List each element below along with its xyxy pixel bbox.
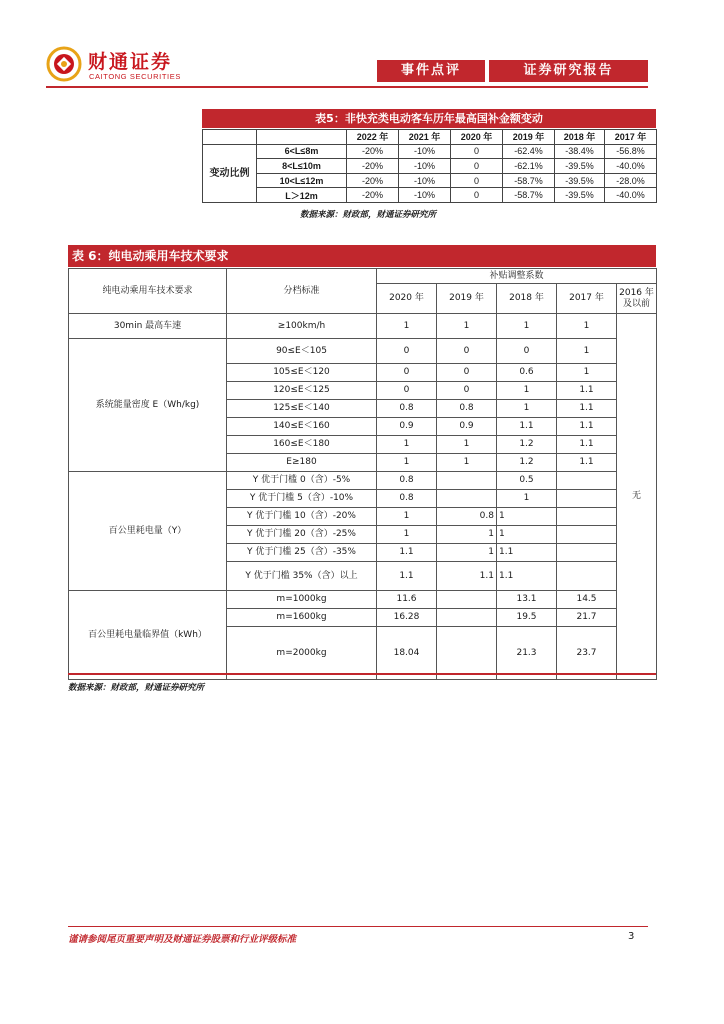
table-cell: -39.5%: [555, 173, 605, 188]
table6-year-header: 2019 年: [437, 284, 497, 314]
table5-year-header: 2019 年: [503, 130, 555, 145]
table6-source: 数据来源：财政部，财通证券研究所: [68, 683, 205, 693]
table-cell: 1.1: [497, 544, 557, 562]
table6-bottom-rule: [68, 673, 656, 675]
table-cell: 19.5: [497, 609, 557, 627]
table5-corner: [257, 130, 347, 145]
table-cell: 0.8: [377, 490, 437, 508]
table-cell: [557, 526, 617, 544]
table-cell: [437, 472, 497, 490]
table-cell: 21.7: [557, 609, 617, 627]
table6-standard: m=1600kg: [227, 609, 377, 627]
table6-standard: 140≤E＜160: [227, 418, 377, 436]
table-cell: 1.1: [437, 562, 497, 591]
company-logo: [46, 46, 246, 86]
table-row: [69, 314, 657, 339]
footer-divider: [68, 926, 648, 927]
table6-standard: m=1000kg: [227, 591, 377, 609]
table-row: [69, 339, 657, 364]
table6-standard: Y 优于门槛 10（含）-20%: [227, 508, 377, 526]
table-cell: -20%: [347, 188, 399, 203]
table6-col-standard: 分档标准: [227, 269, 377, 314]
table-cell: -40.0%: [605, 188, 657, 203]
logo-chinese-name: 财通证券: [88, 51, 173, 73]
table-cell: 0: [377, 364, 437, 382]
table-cell: 1.1: [377, 562, 437, 591]
table6-col-requirement: 纯电动乘用车技术要求: [69, 269, 227, 314]
table-cell: [557, 472, 617, 490]
table-cell: 1.2: [497, 436, 557, 454]
table-cell: 0: [377, 382, 437, 400]
table-cell: 0: [377, 339, 437, 364]
table5-title: 表5：非快充类电动客车历年最高国补金额变动: [202, 109, 656, 128]
table-cell: -10%: [399, 159, 451, 174]
table-cell: 18.04: [377, 627, 437, 680]
table-cell: 0: [437, 364, 497, 382]
table-cell: 1: [497, 508, 557, 526]
table-cell: 0: [451, 173, 503, 188]
table-cell: [437, 609, 497, 627]
table-row: [203, 144, 657, 159]
table-cell: 1: [497, 400, 557, 418]
table5-year-header: 2017 年: [605, 130, 657, 145]
caitong-logo-icon: [46, 46, 82, 82]
table-cell: -62.4%: [503, 144, 555, 159]
table-cell: 0.9: [377, 418, 437, 436]
table-cell: 1: [437, 436, 497, 454]
table-cell: 1.1: [557, 400, 617, 418]
table5-group-label: 变动比例: [203, 144, 257, 202]
table-cell: 0.5: [497, 472, 557, 490]
table-cell: 1: [497, 382, 557, 400]
table-row: [69, 472, 657, 490]
table-cell: -39.5%: [555, 159, 605, 174]
table6-year-header: 2020 年: [377, 284, 437, 314]
table6-col-coefficient: 补贴调整系数: [377, 269, 657, 284]
report-category-tab: 证券研究报告: [489, 60, 648, 82]
table-cell: 0: [497, 339, 557, 364]
table-cell: 0: [451, 144, 503, 159]
table6-year-header: 2016 年及以前: [617, 284, 657, 314]
table-cell: 1: [497, 314, 557, 339]
table-cell: 0: [451, 188, 503, 203]
table6-standard: 125≤E＜140: [227, 400, 377, 418]
table-row: [69, 591, 657, 609]
table5-length-segment: 10<L≤12m: [257, 173, 347, 188]
table5-year-header: 2022 年: [347, 130, 399, 145]
table5-year-header: 2018 年: [555, 130, 605, 145]
table-cell: -62.1%: [503, 159, 555, 174]
table6-speed-label: 30min 最高车速: [69, 314, 227, 339]
table-cell: 1: [377, 454, 437, 472]
table-cell: 0.8: [377, 472, 437, 490]
table-cell: [437, 490, 497, 508]
table-cell: 1: [557, 364, 617, 382]
table6-standard: m=2000kg: [227, 627, 377, 680]
table-cell: 0.8: [437, 400, 497, 418]
table6-standard: Y 优于门槛 20（含）-25%: [227, 526, 377, 544]
table6-standard: 105≤E＜120: [227, 364, 377, 382]
table-cell: 1.1: [557, 436, 617, 454]
table-cell: 0: [437, 382, 497, 400]
table-cell: 0.8: [377, 400, 437, 418]
table-cell: 0.6: [497, 364, 557, 382]
table-cell: 0.8: [437, 508, 497, 526]
table6-standard: Y 优于门槛 25（含）-35%: [227, 544, 377, 562]
table-row: [203, 173, 657, 188]
table6-standard: 90≤E＜105: [227, 339, 377, 364]
table-cell: 1.1: [497, 418, 557, 436]
table5-header-row: [203, 130, 657, 145]
table-cell: -39.5%: [555, 188, 605, 203]
table6: [68, 268, 657, 680]
table-cell: 1: [497, 490, 557, 508]
table-cell: [557, 562, 617, 591]
table-cell: 11.6: [377, 591, 437, 609]
table6-standard: E≥180: [227, 454, 377, 472]
table-cell: 1.1: [557, 454, 617, 472]
table-cell: 1.1: [497, 562, 557, 591]
table5-length-segment: 8<L≤10m: [257, 159, 347, 174]
table-cell: -20%: [347, 144, 399, 159]
table-cell: -58.7%: [503, 173, 555, 188]
table-cell: 1: [437, 526, 497, 544]
table6-year-header: 2018 年: [497, 284, 557, 314]
table6-standard: ≥100km/h: [227, 314, 377, 339]
table-cell: [557, 544, 617, 562]
table-cell: 1: [437, 544, 497, 562]
table-cell: 14.5: [557, 591, 617, 609]
table-cell: -28.0%: [605, 173, 657, 188]
table-cell: 1: [377, 508, 437, 526]
footer-disclaimer: 谨请参阅尾页重要声明及财通证券股票和行业评级标准: [68, 934, 297, 945]
table6-none-cell: 无: [617, 314, 657, 680]
table-cell: 0.9: [437, 418, 497, 436]
table-cell: -58.7%: [503, 188, 555, 203]
table5-length-segment: 6<L≤8m: [257, 144, 347, 159]
table-cell: 13.1: [497, 591, 557, 609]
table-cell: 16.28: [377, 609, 437, 627]
table-cell: 1: [377, 526, 437, 544]
table6-standard: 120≤E＜125: [227, 382, 377, 400]
table-cell: -10%: [399, 144, 451, 159]
table-cell: [437, 627, 497, 680]
table6-year-header: 2017 年: [557, 284, 617, 314]
table-cell: 1.1: [557, 382, 617, 400]
table-cell: 1: [557, 339, 617, 364]
table-cell: -56.8%: [605, 144, 657, 159]
table-cell: 1: [437, 314, 497, 339]
page-number: 3: [628, 931, 635, 942]
table-row: [203, 188, 657, 203]
table-cell: 1: [497, 526, 557, 544]
report-type-tab: 事件点评: [377, 60, 485, 82]
table-cell: 1.2: [497, 454, 557, 472]
header-divider: [46, 86, 648, 88]
table-cell: -38.4%: [555, 144, 605, 159]
table-cell: [557, 508, 617, 526]
table5-year-header: 2021 年: [399, 130, 451, 145]
table-cell: 21.3: [497, 627, 557, 680]
table6-standard: 160≤E＜180: [227, 436, 377, 454]
table-cell: 1.1: [557, 418, 617, 436]
table-cell: -10%: [399, 188, 451, 203]
table6-consumption-label: 百公里耗电量（Y）: [69, 472, 227, 591]
table5-year-header: 2020 年: [451, 130, 503, 145]
logo-english-name: CAITONG SECURITIES: [89, 72, 181, 81]
table-cell: -10%: [399, 173, 451, 188]
table6-standard: Y 优于门槛 5（含）-10%: [227, 490, 377, 508]
table-cell: 1: [377, 436, 437, 454]
table5-corner: [203, 130, 257, 145]
table-row: [203, 159, 657, 174]
table6-header-row: [69, 269, 657, 284]
table-cell: 1: [437, 454, 497, 472]
table6-standard: Y 优于门槛 35%（含）以上: [227, 562, 377, 591]
table-cell: -40.0%: [605, 159, 657, 174]
table-cell: -20%: [347, 159, 399, 174]
table-cell: 1: [377, 314, 437, 339]
table-cell: 1: [557, 314, 617, 339]
table-cell: -20%: [347, 173, 399, 188]
table6-title: 表 6：纯电动乘用车技术要求: [68, 245, 656, 267]
table6-energy-label: 系统能量密度 E（Wh/kg): [69, 339, 227, 472]
table-cell: [557, 490, 617, 508]
table6-standard: Y 优于门槛 0（含）-5%: [227, 472, 377, 490]
table5-source: 数据来源：财政部，财通证券研究所: [300, 210, 437, 220]
table6-threshold-label: 百公里耗电量临界值（kWh）: [69, 591, 227, 680]
table5: [202, 129, 657, 203]
table-cell: 0: [437, 339, 497, 364]
table-cell: 1.1: [377, 544, 437, 562]
table-cell: 0: [451, 159, 503, 174]
table-cell: 23.7: [557, 627, 617, 680]
table5-length-segment: L＞12m: [257, 188, 347, 203]
table-cell: [437, 591, 497, 609]
